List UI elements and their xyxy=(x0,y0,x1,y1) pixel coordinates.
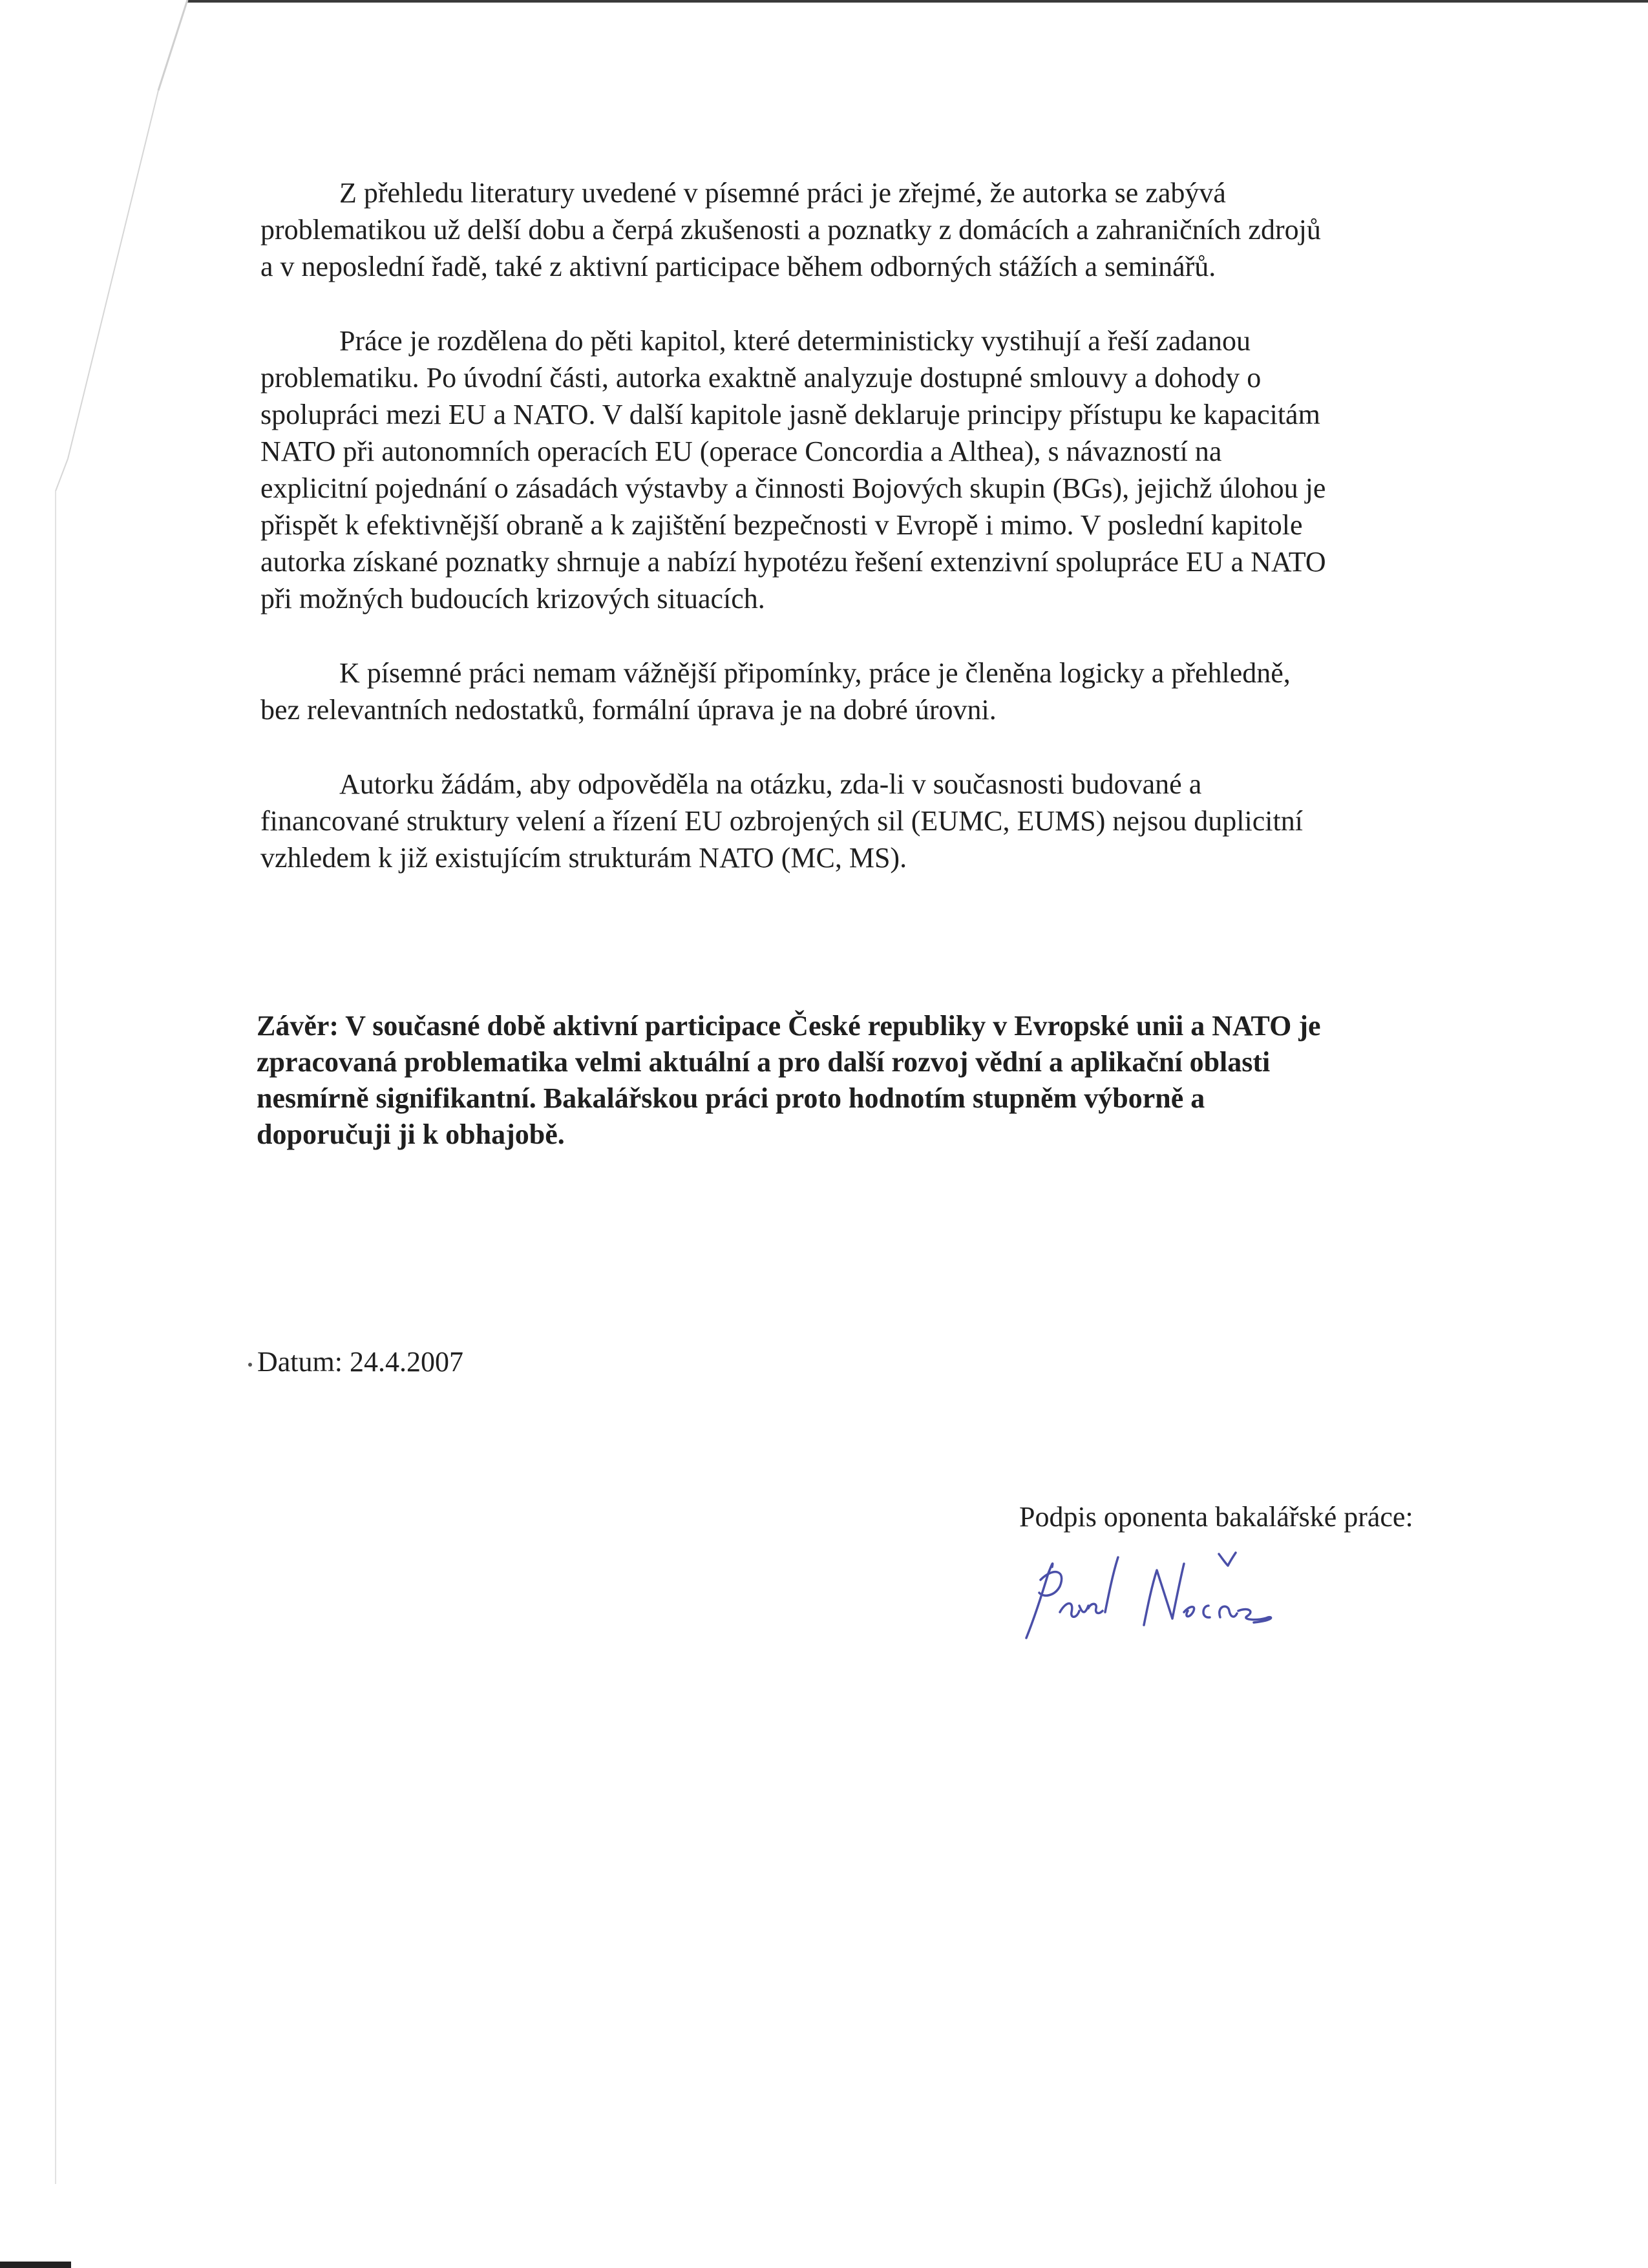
text-line: explicitní pojednání o zásadách výstavby a činnosti Bojových skupin (BGs), jejichž úlohou je xyxy=(260,472,1326,504)
text-line: Autorku žádám, aby odpověděla na otázku, zda-li v současnosti budované a xyxy=(339,768,1202,800)
conclusion-line: zpracovaná problematika velmi aktuální a pro další rozvoj vědní a aplikační oblasti xyxy=(257,1046,1271,1078)
scan-speck xyxy=(248,1363,252,1367)
conclusion-line: nesmírně signifikantní. Bakalářskou práci proto hodnotím stupněm výborně a xyxy=(257,1082,1205,1114)
paragraph-literature xyxy=(260,174,1463,285)
text-line: financované struktury velení a řízení EU ozbrojených sil (EUMC, EUMS) nejsou duplicitní xyxy=(260,805,1303,837)
text-line: problematikou už delší dobu a čerpá zkušenosti a poznatky z domácích a zahraničních zdrojů xyxy=(260,214,1321,246)
scan-edge-top xyxy=(187,0,1648,3)
conclusion-line: doporučuji ji k obhajobě. xyxy=(257,1118,565,1150)
handwritten-signature xyxy=(1015,1541,1338,1670)
text-line: při možných budoucích krizových situacích. xyxy=(260,583,765,614)
text-line: Práce je rozdělena do pěti kapitol, které deterministicky vystihují a řeší zadanou xyxy=(339,325,1251,357)
conclusion-paragraph xyxy=(257,1008,1472,1153)
review-text xyxy=(260,174,1463,914)
text-line: K písemné práci nemam vážnější připomínky, práce je členěna logicky a přehledně, xyxy=(339,657,1291,689)
scan-edge-bottom xyxy=(0,2262,71,2268)
signature-label: Podpis oponenta bakalářské práce: xyxy=(1019,1501,1413,1533)
text-line: autorka získané poznatky shrnuje a nabízí hypotézu řešení extenzivní spolupráce EU a NATO xyxy=(260,546,1326,578)
text-line: NATO při autonomních operacích EU (operace Concordia a Althea), s návazností na xyxy=(260,436,1222,467)
text-line: a v neposlední řadě, také z aktivní participace během odborných stážích a seminářů. xyxy=(260,251,1216,282)
conclusion-line: Závěr: V současné době aktivní participace České republiky v Evropské unii a NATO je xyxy=(257,1010,1321,1042)
paragraph-chapters xyxy=(260,322,1463,617)
text-line: bez relevantních nedostatků, formální úprava je na dobré úrovni. xyxy=(260,694,997,726)
text-line: Z přehledu literatury uvedené v písemné práci je zřejmé, že autorka se zabývá xyxy=(339,177,1226,209)
date-line xyxy=(248,1344,463,1380)
text-line: problematiku. Po úvodní části, autorka exaktně analyzuje dostupné smlouvy a dohody o xyxy=(260,362,1262,394)
text-line: přispět k efektivnější obraně a k zajištění bezpečnosti v Evropě i mimo. V poslední kapitole xyxy=(260,509,1303,541)
scan-edge-left xyxy=(0,0,194,2268)
text-line: vzhledem k již existujícím strukturám NATO (MC, MS). xyxy=(260,842,907,874)
paragraph-remarks xyxy=(260,655,1463,728)
date-text: Datum: 24.4.2007 xyxy=(257,1346,463,1378)
text-line: spolupráci mezi EU a NATO. V další kapitole jasně deklaruje principy přístupu ke kapacitám xyxy=(260,399,1320,430)
paragraph-question xyxy=(260,766,1463,876)
